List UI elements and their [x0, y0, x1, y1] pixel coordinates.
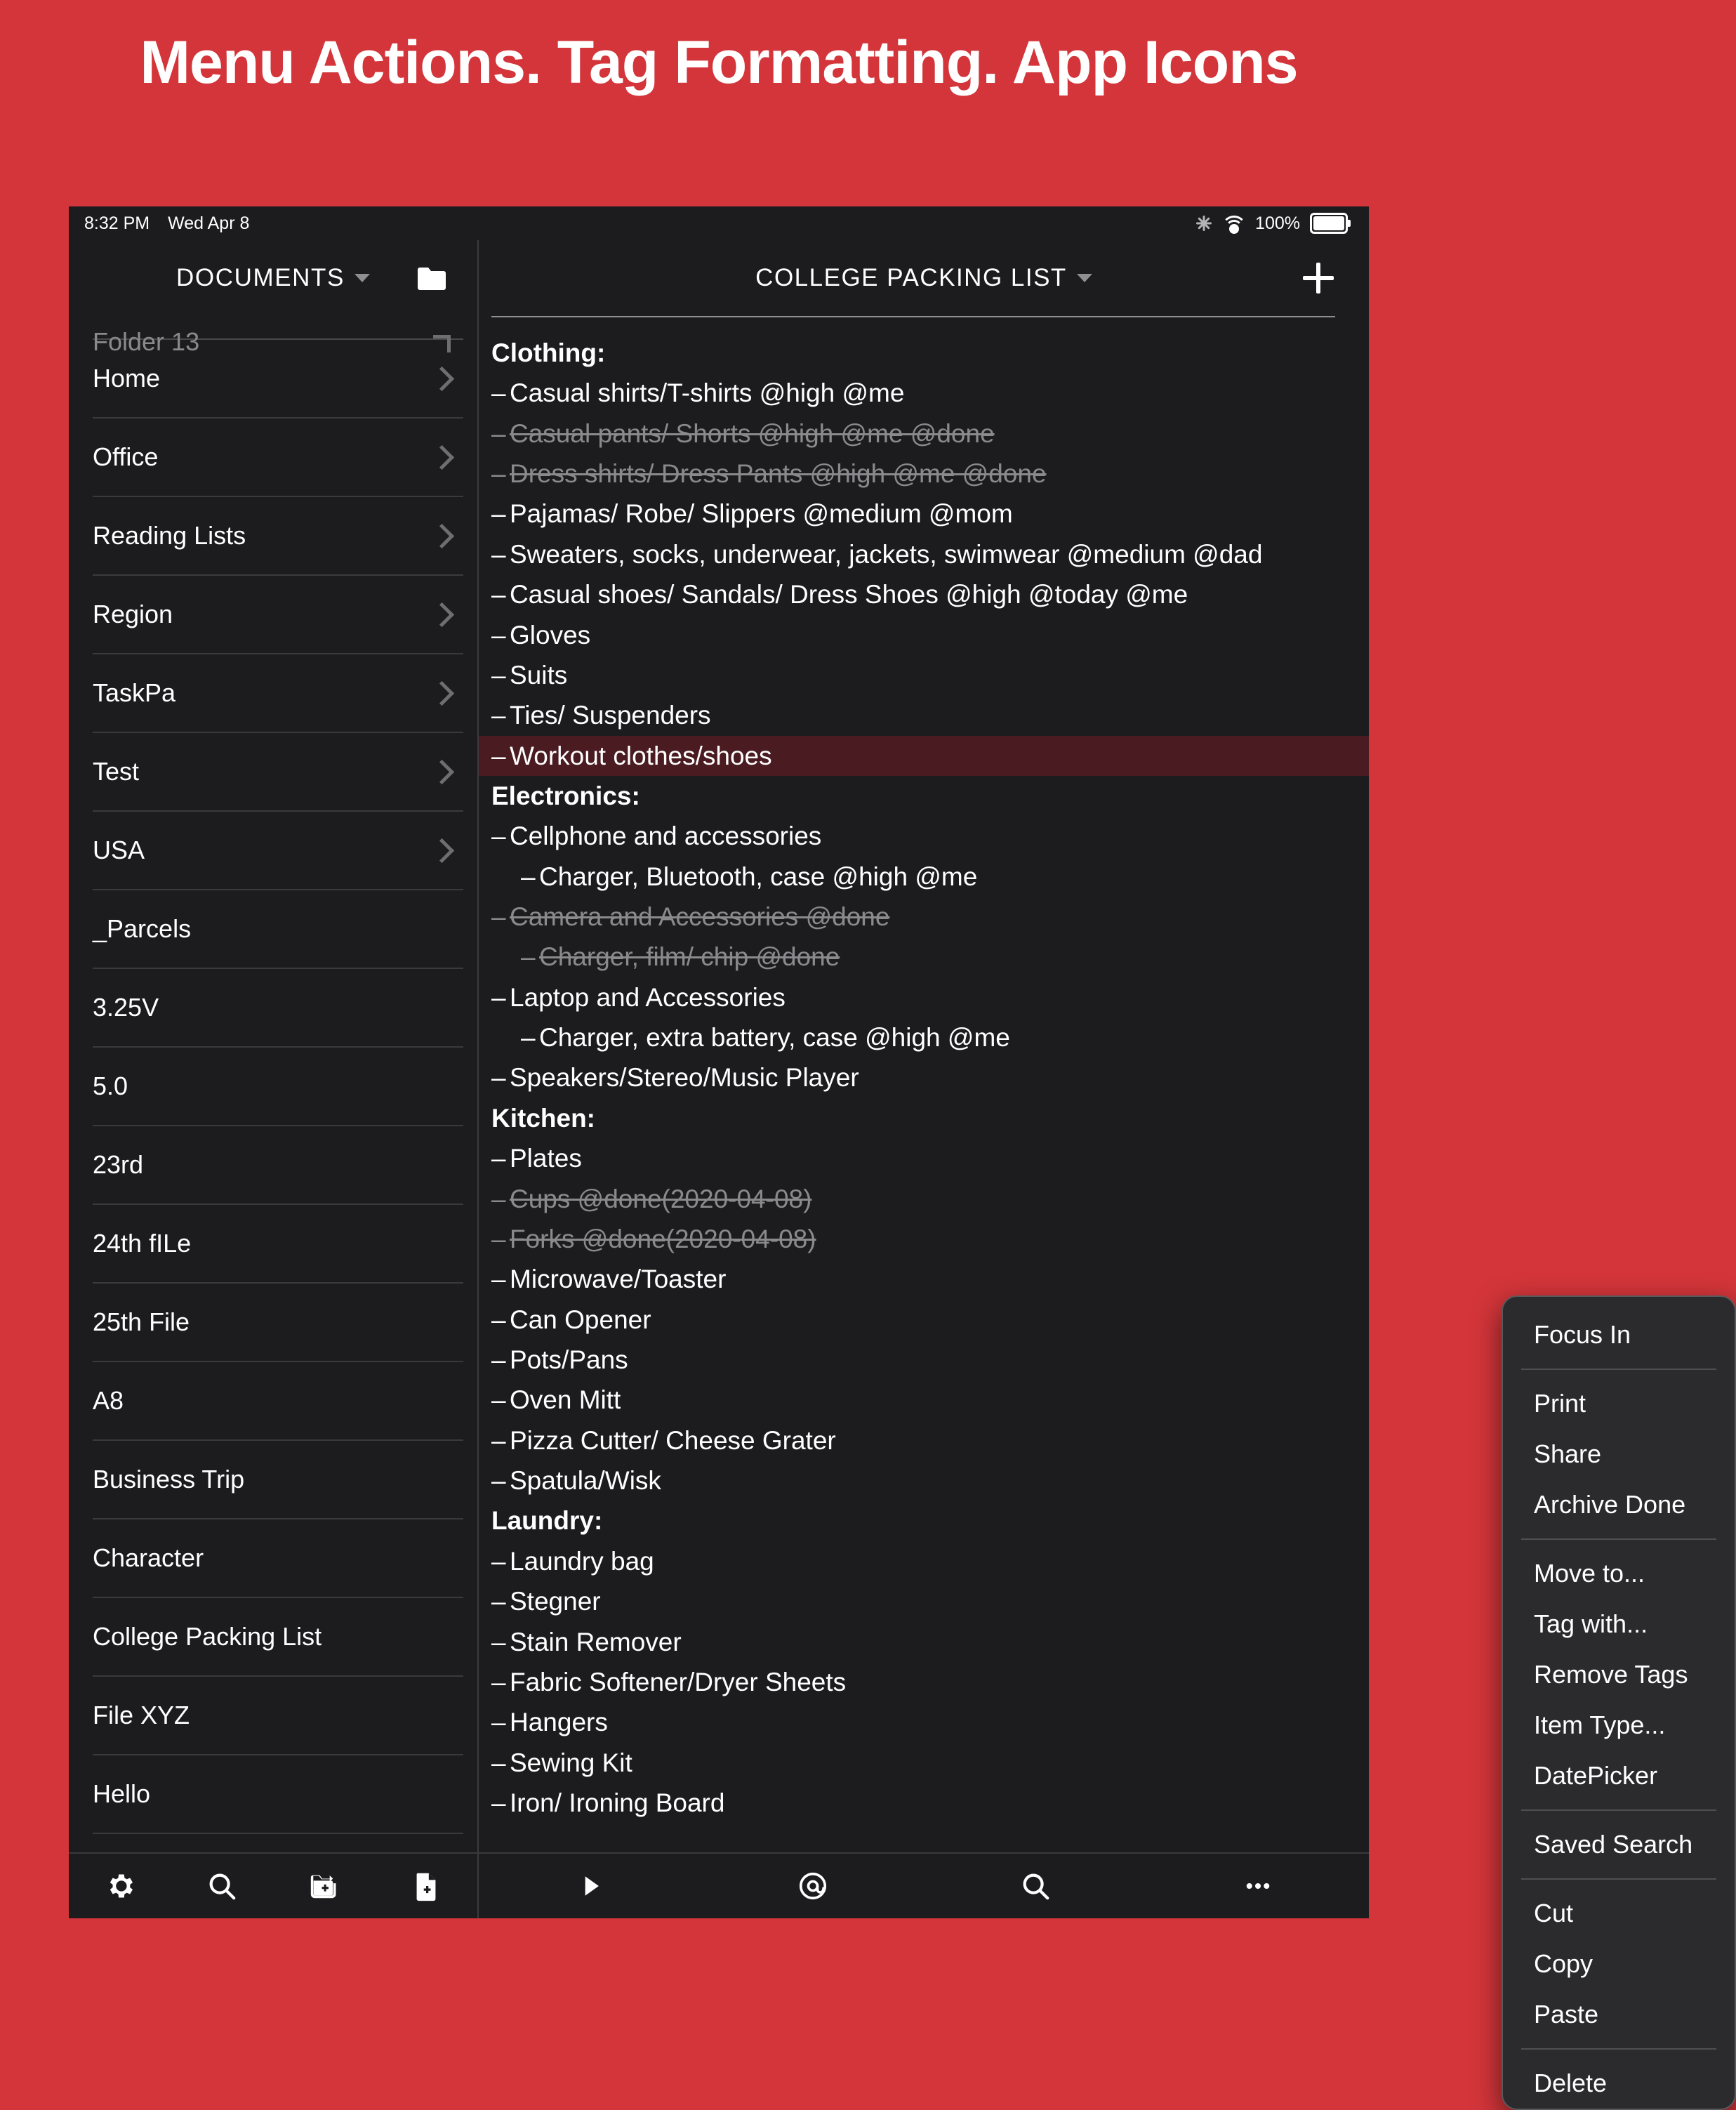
- status-date: Wed Apr 8: [168, 213, 250, 233]
- sidebar-item[interactable]: [93, 969, 463, 1048]
- chevron-down-icon[interactable]: [1077, 274, 1092, 282]
- sidebar-item[interactable]: [93, 1755, 463, 1834]
- document-item[interactable]: [479, 1380, 1369, 1420]
- document-item-text: Microwave/Toaster: [510, 1265, 727, 1294]
- document-item-text: Workout clothes/shoes: [510, 741, 772, 770]
- sidebar-item-label: 24th fILe: [93, 1229, 192, 1258]
- document-item[interactable]: [479, 574, 1369, 614]
- document-heading[interactable]: Clothing:: [491, 338, 606, 367]
- sidebar-item-label: Home: [93, 364, 161, 393]
- sidebar-item[interactable]: [93, 576, 463, 654]
- banner-title: Menu Actions. Tag Formatting. App Icons: [140, 29, 1298, 96]
- menu-separator: [1521, 1878, 1716, 1880]
- bullet-dash-icon: –: [491, 1708, 506, 1737]
- sidebar-item[interactable]: [93, 1205, 463, 1284]
- document-item[interactable]: [479, 454, 1369, 494]
- chevron-right-icon: [430, 366, 454, 390]
- document-item-text: Stegner: [510, 1587, 601, 1616]
- document-item[interactable]: [479, 1057, 1369, 1097]
- document-item[interactable]: [479, 937, 1369, 977]
- menu-item[interactable]: DatePicker: [1534, 1761, 1658, 1790]
- bullet-dash-icon: –: [491, 620, 506, 650]
- document-item[interactable]: [479, 1259, 1369, 1299]
- sidebar-item-label: TaskPa: [93, 678, 176, 707]
- document-item-text: Sewing Kit: [510, 1748, 632, 1777]
- document-item-text: Sweaters, socks, underwear, jackets, swimwear @medium @dad: [510, 539, 1263, 569]
- document-item[interactable]: [479, 655, 1369, 695]
- sidebar-toolbar: [69, 1852, 477, 1918]
- left-gutter: [0, 206, 69, 1918]
- document-item[interactable]: [479, 1743, 1369, 1783]
- document-item-text: Pizza Cutter/ Cheese Grater: [510, 1425, 836, 1455]
- menu-item[interactable]: Focus In: [1534, 1320, 1631, 1349]
- chevron-right-icon: [433, 335, 451, 352]
- document-item[interactable]: [479, 1783, 1369, 1823]
- sidebar: [69, 240, 479, 1918]
- sidebar-item[interactable]: [93, 890, 463, 969]
- document-item-text: Casual shirts/T-shirts @high @me: [510, 378, 905, 408]
- document-item-text: Casual pants/ Shorts @high @me @done: [510, 418, 995, 448]
- menu-item[interactable]: Item Type...: [1534, 1710, 1666, 1739]
- document-item[interactable]: [479, 1622, 1369, 1662]
- sidebar-item[interactable]: [93, 1441, 463, 1519]
- menu-item[interactable]: Tag with...: [1534, 1609, 1648, 1638]
- document-item-text: Iron/ Ironing Board: [510, 1788, 725, 1817]
- document-item-text: Charger, extra battery, case @high @me: [539, 1023, 1010, 1053]
- sidebar-item[interactable]: [93, 1519, 463, 1598]
- document-item[interactable]: [479, 736, 1369, 776]
- bullet-dash-icon: –: [521, 862, 536, 891]
- document-pane: [479, 240, 1693, 2097]
- document-item-text: Cups @done(2020-04-08): [510, 1184, 812, 1213]
- battery-icon: [1310, 213, 1348, 234]
- sidebar-item-label: USA: [93, 836, 145, 864]
- document-item-text: Stain Remover: [510, 1627, 682, 1656]
- document-heading[interactable]: Kitchen:: [491, 1103, 595, 1133]
- menu-item[interactable]: Remove Tags: [1534, 1660, 1688, 1689]
- document-item[interactable]: [479, 534, 1369, 574]
- add-item-button[interactable]: [1303, 263, 1334, 294]
- promo-banner: [0, 0, 1438, 206]
- bullet-dash-icon: –: [491, 378, 506, 408]
- focus-play-button[interactable]: [479, 1854, 701, 1918]
- sidebar-item[interactable]: [93, 812, 463, 890]
- document-item[interactable]: [479, 816, 1369, 856]
- bullet-dash-icon: –: [491, 1184, 506, 1213]
- status-time: 8:32 PM: [84, 213, 150, 233]
- document-item[interactable]: [479, 1179, 1369, 1219]
- sidebar-item[interactable]: [93, 733, 463, 812]
- bullet-dash-icon: –: [491, 499, 506, 529]
- document-item[interactable]: [479, 1219, 1369, 1259]
- more-button[interactable]: [1146, 1854, 1369, 1918]
- bullet-dash-icon: –: [521, 1023, 536, 1053]
- document-item-text: Laundry bag: [510, 1546, 654, 1576]
- bullet-dash-icon: –: [491, 418, 506, 448]
- menu-item[interactable]: Saved Search: [1534, 1830, 1693, 1859]
- sidebar-item-label: Test: [93, 757, 140, 786]
- bullet-dash-icon: –: [491, 459, 506, 489]
- menu-separator: [1521, 1809, 1716, 1811]
- document-heading[interactable]: Laundry:: [491, 1506, 603, 1536]
- bullet-dash-icon: –: [491, 1063, 506, 1093]
- bullet-dash-icon: –: [491, 1788, 506, 1817]
- sidebar-item[interactable]: [93, 1362, 463, 1441]
- bullet-dash-icon: –: [491, 1305, 506, 1334]
- search-button[interactable]: [171, 1854, 274, 1918]
- document-item[interactable]: [479, 1340, 1369, 1380]
- spinner-icon: [1195, 214, 1213, 232]
- document-item[interactable]: [479, 695, 1369, 735]
- menu-separator: [1521, 2048, 1716, 2050]
- bullet-dash-icon: –: [491, 822, 506, 851]
- document-item[interactable]: [479, 977, 1369, 1017]
- chevron-right-icon: [430, 602, 454, 626]
- bullet-dash-icon: –: [491, 701, 506, 730]
- new-folder-button[interactable]: [273, 1854, 376, 1918]
- document-item-text: Pots/Pans: [510, 1345, 628, 1374]
- menu-item[interactable]: Move to...: [1534, 1559, 1645, 1588]
- folder-icon[interactable]: [417, 266, 446, 290]
- bullet-dash-icon: –: [491, 1385, 506, 1415]
- bullet-dash-icon: –: [491, 1345, 506, 1374]
- tablet-screen: [69, 206, 1693, 2097]
- document-item[interactable]: [479, 1420, 1369, 1460]
- bullet-dash-icon: –: [521, 942, 536, 972]
- sidebar-item-label: 3.25V: [93, 993, 159, 1022]
- bullet-dash-icon: –: [491, 1265, 506, 1294]
- sidebar-item-label: Character: [93, 1543, 204, 1572]
- document-item-text: Ties/ Suspenders: [510, 701, 711, 730]
- new-document-button[interactable]: [376, 1854, 478, 1918]
- sidebar-title[interactable]: DOCUMENTS: [176, 264, 345, 291]
- document-header: [479, 240, 1369, 316]
- bullet-dash-icon: –: [491, 1425, 506, 1455]
- document-item[interactable]: [479, 1541, 1369, 1581]
- sidebar-item-label: 25th File: [93, 1307, 190, 1336]
- menu-item[interactable]: Copy: [1534, 1949, 1593, 1978]
- menu-item[interactable]: Cut: [1534, 1899, 1574, 1927]
- menu-item[interactable]: Print: [1534, 1389, 1586, 1418]
- context-menu[interactable]: [1502, 1295, 1736, 2110]
- document-item-text: Laptop and Accessories: [510, 982, 786, 1012]
- menu-item[interactable]: Paste: [1534, 2000, 1599, 2029]
- document-item-text: Gloves: [510, 620, 591, 650]
- bullet-dash-icon: –: [491, 1667, 506, 1696]
- document-item-text: Forks @done(2020-04-08): [510, 1224, 816, 1253]
- battery-percent-label: 100%: [1255, 213, 1300, 233]
- tag-at-button[interactable]: [701, 1854, 924, 1918]
- bullet-dash-icon: –: [491, 902, 506, 932]
- bullet-dash-icon: –: [491, 1466, 506, 1496]
- chevron-right-icon: [430, 759, 454, 784]
- sidebar-item-label: Reading Lists: [93, 521, 246, 550]
- menu-separator: [1521, 1369, 1716, 1370]
- document-body[interactable]: [479, 317, 1369, 1852]
- document-item-text: Camera and Accessories @done: [510, 902, 890, 932]
- document-item[interactable]: [479, 615, 1369, 655]
- search-button[interactable]: [924, 1854, 1146, 1918]
- sidebar-item-label: File XYZ: [93, 1701, 190, 1729]
- sidebar-item-label: _Parcels: [93, 914, 192, 943]
- bullet-dash-icon: –: [491, 1224, 506, 1253]
- menu-separator: [1521, 1538, 1716, 1540]
- document-item[interactable]: [479, 414, 1369, 454]
- document-item[interactable]: [479, 857, 1369, 897]
- bullet-dash-icon: –: [491, 1748, 506, 1777]
- sidebar-item-label: Hello: [93, 1779, 151, 1808]
- document-item-text: Speakers/Stereo/Music Player: [510, 1063, 859, 1093]
- document-item-text: Fabric Softener/Dryer Sheets: [510, 1667, 847, 1696]
- status-bar: [69, 206, 1369, 240]
- document-item-text: Hangers: [510, 1708, 608, 1737]
- document-item-text: Oven Mitt: [510, 1385, 621, 1415]
- chevron-right-icon: [430, 838, 454, 862]
- sidebar-item[interactable]: [93, 1048, 463, 1126]
- bullet-dash-icon: –: [491, 660, 506, 690]
- document-item[interactable]: [479, 1662, 1369, 1702]
- sidebar-item[interactable]: [93, 316, 463, 356]
- chevron-right-icon: [430, 680, 454, 705]
- wifi-icon: [1223, 215, 1245, 232]
- document-item-text: Cellphone and accessories: [510, 822, 822, 851]
- document-item-text: Casual shoes/ Sandals/ Dress Shoes @high @today @me: [510, 580, 1188, 609]
- sidebar-list[interactable]: [69, 316, 477, 1852]
- chevron-down-icon[interactable]: [355, 274, 370, 282]
- document-item-text: Suits: [510, 660, 568, 690]
- document-item[interactable]: [479, 1138, 1369, 1178]
- document-item-text: Charger, Bluetooth, case @high @me: [539, 862, 978, 891]
- sidebar-item[interactable]: [93, 654, 463, 733]
- sidebar-item-label: College Packing List: [93, 1622, 322, 1651]
- document-item-text: Plates: [510, 1144, 582, 1173]
- bullet-dash-icon: –: [491, 741, 506, 770]
- document-item-text: Dress shirts/ Dress Pants @high @me @done: [510, 459, 1047, 489]
- bullet-dash-icon: –: [491, 1546, 506, 1576]
- bullet-dash-icon: –: [491, 539, 506, 569]
- menu-item[interactable]: Delete: [1534, 2069, 1608, 2097]
- sidebar-item-label: 23rd: [93, 1150, 144, 1179]
- settings-button[interactable]: [69, 1854, 171, 1918]
- sidebar-header: [69, 240, 477, 316]
- bullet-dash-icon: –: [491, 1144, 506, 1173]
- document-item-text: Pajamas/ Robe/ Slippers @medium @mom: [510, 499, 1013, 529]
- document-toolbar: [479, 1852, 1369, 1918]
- chevron-right-icon: [430, 523, 454, 548]
- document-item-text: Can Opener: [510, 1305, 651, 1334]
- sidebar-item-label: Office: [93, 442, 159, 471]
- menu-item[interactable]: Archive Done: [1534, 1490, 1686, 1519]
- document-item[interactable]: [479, 494, 1369, 534]
- document-heading[interactable]: Electronics:: [491, 781, 640, 810]
- document-item[interactable]: [479, 1300, 1369, 1340]
- bullet-dash-icon: –: [491, 982, 506, 1012]
- sidebar-item[interactable]: [93, 418, 463, 497]
- sidebar-item-label: A8: [93, 1386, 124, 1415]
- sidebar-item-label: Folder 13: [93, 327, 200, 356]
- document-item[interactable]: [479, 1581, 1369, 1621]
- sidebar-item-label: Business Trip: [93, 1465, 245, 1494]
- sidebar-item[interactable]: [93, 1598, 463, 1677]
- document-item[interactable]: [479, 1017, 1369, 1057]
- document-item[interactable]: [479, 373, 1369, 413]
- document-item[interactable]: [479, 1460, 1369, 1501]
- document-item-text: Spatula/Wisk: [510, 1466, 661, 1496]
- document-title[interactable]: COLLEGE PACKING LIST: [755, 264, 1067, 291]
- sidebar-item[interactable]: [93, 497, 463, 576]
- sidebar-item[interactable]: [93, 1677, 463, 1755]
- sidebar-item-label: 5.0: [93, 1072, 128, 1100]
- document-item[interactable]: [479, 897, 1369, 937]
- sidebar-item-label: Region: [93, 600, 173, 628]
- sidebar-item[interactable]: [93, 1284, 463, 1362]
- right-gutter: [1369, 206, 1438, 1918]
- sidebar-item[interactable]: [93, 1126, 463, 1205]
- bullet-dash-icon: –: [491, 580, 506, 609]
- document-item-text: Charger, film/ chip @done: [539, 942, 840, 972]
- bullet-dash-icon: –: [491, 1587, 506, 1616]
- menu-item[interactable]: Share: [1534, 1439, 1602, 1468]
- document-item[interactable]: [479, 1702, 1369, 1742]
- chevron-right-icon: [430, 444, 454, 469]
- bullet-dash-icon: –: [491, 1627, 506, 1656]
